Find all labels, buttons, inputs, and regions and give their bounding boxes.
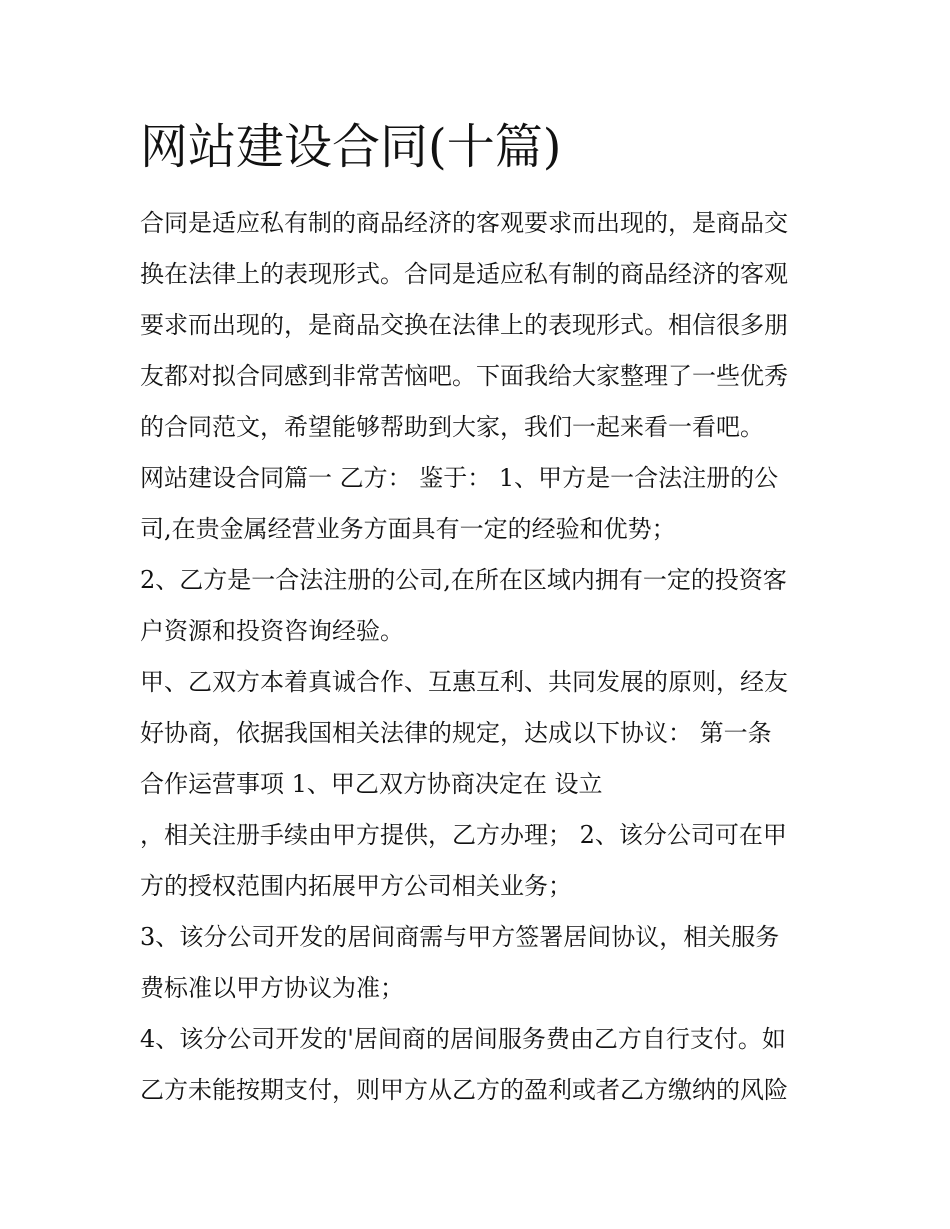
text-line: ，相关注册手续由甲方提供，乙方办理； 2、该分公司可在甲 (140, 821, 787, 849)
text-line: 费标准以甲方协议为准； (140, 974, 404, 1002)
text-line: 甲、乙双方本着真诚合作、互惠互利、共同发展的原则，经友 (140, 668, 788, 696)
text-line: 2、乙方是一合法注册的公司,在所在区域内拥有一定的投资客 (140, 566, 787, 594)
text-line: 的合同范文，希望能够帮助到大家，我们一起来看一看吧。 (140, 413, 764, 441)
text-line: 网站建设合同篇一 乙方： 鉴于： 1、甲方是一合法注册的公 (140, 464, 779, 492)
document-body (140, 198, 820, 1116)
text-line: 合作运营事项 1、甲乙双方协商决定在 设立 (140, 770, 603, 798)
text-line: 合同是适应私有制的商品经济的客观要求而出现的，是商品交 (140, 209, 788, 237)
text-line: 3、该分公司开发的居间商需与甲方签署居间协议，相关服务 (140, 923, 780, 951)
text-line: 友都对拟合同感到非常苦恼吧。下面我给大家整理了一些优秀 (140, 362, 788, 390)
text-line: 乙方未能按期支付，则甲方从乙方的盈利或者乙方缴纳的风险 (140, 1076, 788, 1104)
text-line: 4、该分公司开发的'居间商的居间服务费由乙方自行支付。如 (140, 1025, 786, 1053)
text-line: 好协商，依据我国相关法律的规定，达成以下协议： 第一条 (140, 719, 772, 747)
text-line: 方的授权范围内拓展甲方公司相关业务； (140, 872, 572, 900)
text-line: 要求而出现的，是商品交换在法律上的表现形式。相信很多朋 (140, 311, 788, 339)
document-title: 网站建设合同(十篇) (140, 119, 562, 175)
text-line: 户资源和投资咨询经验。 (140, 617, 404, 645)
text-line: 司,在贵金属经营业务方面具有一定的经验和优势； (140, 515, 676, 543)
text-line: 换在法律上的表现形式。合同是适应私有制的商品经济的客观 (140, 260, 788, 288)
